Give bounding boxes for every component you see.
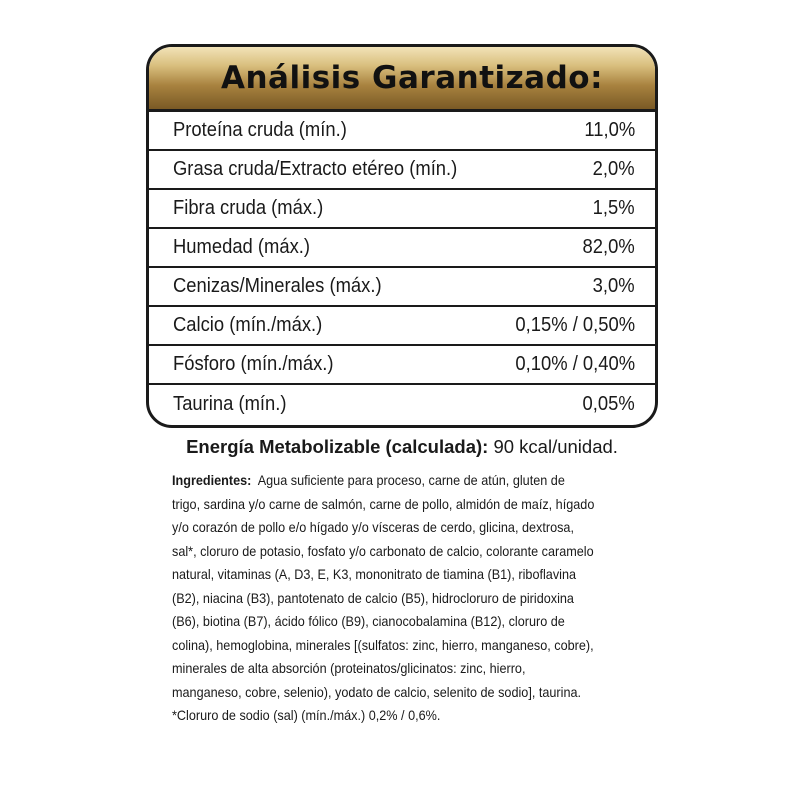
row-label: Taurina (mín.) [173, 393, 287, 415]
ingredients-line: colina), hemoglobina, minerales [(sulfatos: zinc, hierro, manganeso, cobre), [172, 637, 594, 653]
analysis-row [149, 151, 655, 190]
analysis-row [149, 346, 655, 385]
row-label: Grasa cruda/Extracto etéreo (mín.) [173, 158, 458, 180]
row-label: Fibra cruda (máx.) [173, 197, 324, 219]
guaranteed-analysis-panel [146, 44, 658, 428]
analysis-row [149, 190, 655, 229]
ingredients-line: minerales de alta absorción (proteinatos/glicinatos: zinc, hierro, [172, 661, 526, 676]
row-label: Proteína cruda (mín.) [173, 119, 347, 141]
analysis-row [149, 268, 655, 307]
row-value: 11,0% [584, 119, 635, 141]
ingredients-line: y/o corazón de pollo e/o hígado y/o vísceras de cerdo, glicina, dextrosa, [172, 520, 574, 535]
row-value: 0,10% / 0,40% [515, 353, 635, 375]
analysis-row [149, 229, 655, 268]
energy-label: Energía Metabolizable (calculada): [186, 436, 489, 457]
row-value: 0,15% / 0,50% [515, 314, 635, 336]
row-value: 82,0% [582, 236, 635, 258]
panel-header [149, 47, 655, 112]
row-label: Calcio (mín./máx.) [173, 314, 323, 336]
analysis-row [149, 385, 655, 424]
analysis-row [149, 307, 655, 346]
row-value: 3,0% [593, 275, 635, 297]
ingredients-line: natural, vitaminas (A, D3, E, K3, mononitrato de tiamina (B1), riboflavina [172, 567, 577, 582]
row-value: 0,05% [582, 393, 635, 415]
ingredients-line: (B6), biotina (B7), ácido fólico (B9), cianocobalamina (B12), cloruro de [172, 614, 565, 629]
ingredients-line: trigo, sardina y/o carne de salmón, carne de pollo, almidón de maíz, hígado [172, 496, 595, 512]
row-label: Fósforo (mín./máx.) [173, 353, 334, 375]
row-value: 2,0% [593, 158, 635, 180]
row-value: 1,5% [593, 197, 635, 219]
ingredients-line-first [172, 469, 626, 493]
energy-statement [146, 436, 658, 458]
ingredients-line: (B2), niacina (B3), pantotenato de calcio (B5), hidrocloruro de piridoxina [172, 590, 574, 606]
energy-value: 90 kcal/unidad. [493, 436, 618, 457]
row-label: Humedad (máx.) [173, 236, 311, 258]
ingredients-block [172, 469, 660, 728]
ingredients-line: sal*, cloruro de potasio, fosfato y/o carbonato de calcio, colorante caramelo [172, 543, 594, 559]
analysis-table [149, 112, 655, 424]
ingredients-text: Agua suficiente para proceso, carne de atún, gluten de [257, 473, 565, 488]
ingredients-label: Ingredientes: [172, 473, 252, 488]
analysis-row [149, 112, 655, 151]
sodium-footnote: *Cloruro de sodio (sal) (mín./máx.) 0,2% / 0,6%. [172, 708, 441, 723]
row-label: Cenizas/Minerales (máx.) [173, 275, 382, 297]
ingredients-line: manganeso, cobre, selenio), yodato de calcio, selenito de sodio], taurina. [172, 684, 582, 700]
panel-title: Análisis Garantizado: [221, 60, 603, 96]
